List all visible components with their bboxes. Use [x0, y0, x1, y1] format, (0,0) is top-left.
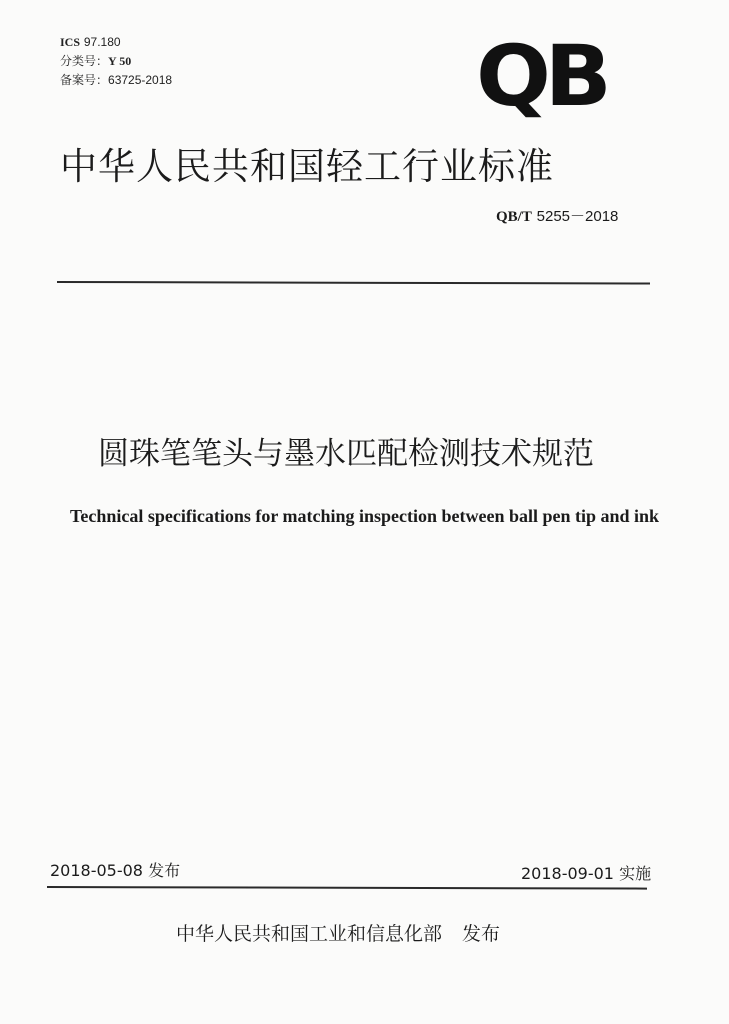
- ics-value: 97.180: [83, 35, 121, 49]
- record-row: [60, 71, 172, 90]
- qb-logo: QB: [476, 27, 606, 125]
- publisher-name: 中华人民共和国工业和信息化部: [176, 923, 443, 945]
- classification-block: [60, 33, 172, 90]
- implementation-date: 2018-09-01 实施: [521, 864, 652, 883]
- top-divider: [57, 281, 650, 285]
- publisher-action: 发布: [462, 923, 501, 945]
- publisher-line: [176, 919, 500, 946]
- document-title-chinese: 圆珠笔笔头与墨水匹配检测技术规范: [98, 436, 594, 472]
- record-value: 63725-2018: [108, 73, 173, 87]
- category-value: Y 50: [108, 54, 132, 68]
- ics-row: [60, 33, 172, 52]
- bottom-divider: [47, 886, 647, 890]
- document-title-english: Technical specifications for matching inspection between ball pen tip and ink: [70, 506, 660, 526]
- standard-code-prefix: QB/T: [496, 209, 532, 225]
- record-label: 备案号：: [60, 73, 109, 87]
- standard-code: [496, 205, 618, 226]
- category-label: 分类号：: [60, 54, 109, 68]
- standard-code-number: 5255－2018: [536, 208, 619, 225]
- ics-label: ICS: [60, 35, 81, 49]
- category-row: [60, 52, 172, 71]
- industry-standard-title: 中华人民共和国轻工行业标准: [60, 145, 554, 188]
- issue-date: 2018-05-08 发布: [50, 861, 181, 880]
